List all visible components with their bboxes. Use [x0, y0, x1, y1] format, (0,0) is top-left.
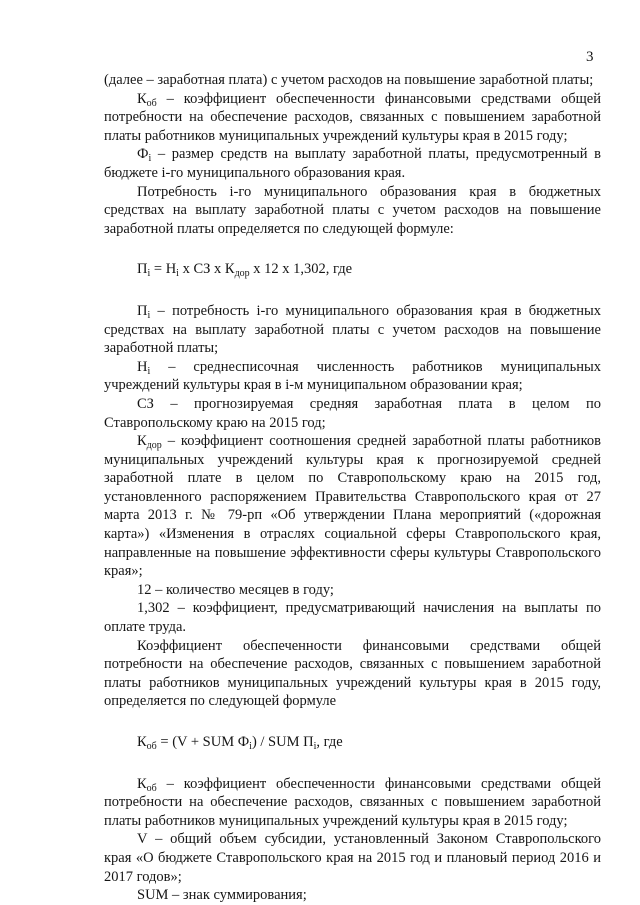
definition-n-i: [104, 358, 601, 395]
formula-part: , где: [316, 734, 343, 750]
definition-text: – коэффициент обеспеченности финансовыми средствами общей потребности на обеспечение расходов, связанных с повышением заработной платы работников муниципальных учреждений культуры края в 2015 году;: [104, 775, 601, 829]
definition-k-ob-2: [104, 775, 601, 831]
formula-part: х СЗ х К: [178, 261, 235, 278]
definition-p-i: [104, 302, 601, 358]
definition-1302: 1,302 – коэффициент, предусматривающий начисления на выплаты по оплате труда.: [104, 600, 601, 636]
formula-part: П: [137, 261, 148, 278]
definition-sz: СЗ – прогнозируемая средняя заработная плата в целом по Ставропольскому краю на 2015 год;: [104, 395, 601, 431]
definition-text: – среднесписочная численность работников муниципальных учреждений культуры края в i-м муниципальном образовании края;: [104, 358, 601, 394]
definition-text: – коэффициент обеспеченности финансовыми средствами общей потребности на обеспечение расходов, связанных с повышением заработной платы работников муниципальных учреждений культуры края в 2015 году;: [104, 90, 601, 144]
paragraph-continuation: (далее – заработная плата) с учетом расходов на повышение заработной платы;: [104, 72, 594, 88]
symbol-subscript: i: [147, 309, 151, 321]
formula-part: х 12 х 1,302, где: [249, 261, 353, 278]
definition-text: – потребность i-го муниципального образования края в бюджетных средствах на выплату заработной платы с учетом расходов на повышение заработной платы;: [104, 302, 601, 357]
formula-subscript: i: [249, 741, 252, 752]
paragraph-coef-intro: Коэффициент обеспеченности финансовыми средствами общей потребности на обеспечение расходов, связанных с повышением заработной платы работников муниципальных учреждений культуры края в 2015 году, определяется по следующей формуле: [104, 637, 601, 710]
symbol-subscript: i: [148, 153, 152, 165]
definition-text: – размер средств на выплату заработной платы, предусмотренный в бюджете i-го муниципального образования края.: [104, 146, 601, 181]
paragraph-need-intro: Потребность i-го муниципального образования края в бюджетных средствах на выплату заработной платы с учетом расходов на повышение заработной платы определяется по следующей формуле:: [104, 183, 601, 237]
formula-subscript: об: [146, 741, 157, 752]
symbol: К: [137, 775, 147, 792]
definition-v: V – общий объем субсидии, установленный Законом Ставропольского края «О бюджете Ставропольского края на 2015 год и плановый период 2016 и 2017 годов»;: [104, 831, 601, 885]
formula-subscript: i: [176, 268, 179, 280]
symbol: К: [137, 433, 147, 450]
definition-k-dor: [104, 432, 601, 581]
formula-need: [104, 260, 601, 279]
symbol-subscript: i: [147, 365, 151, 377]
formula-part: = Н: [150, 261, 177, 278]
formula-subscript: i: [147, 268, 151, 280]
formula-part: = (V + SUM Ф: [156, 734, 250, 750]
formula-part: К: [137, 734, 147, 750]
symbol: К: [137, 90, 147, 107]
symbol: Н: [137, 358, 148, 375]
symbol-subscript: об: [146, 782, 157, 794]
page-number: 3: [586, 49, 594, 65]
formula-subscript: дор: [234, 268, 250, 280]
document-body: [104, 71, 601, 905]
definition-text: – коэффициент соотношения средней заработной платы работников муниципальных учреждений культуры края к прогнозируемой средней заработной плате в целом по Ставропольскому краю на 2015 год, установленного распоряжением Правительства Ставропольского края от 27 марта 2013 г. № 79-рп «Об утверждении Плана мероприятий («дорожная карта») «Изменения в отраслях социальной сферы Ставропольского края, направленные на повышение эффективности сферы культуры Ставропольского края»;: [104, 433, 601, 580]
definition-f-i: [104, 145, 601, 182]
formula-subscript: i: [313, 741, 317, 752]
symbol: П: [137, 302, 148, 319]
definition-k-ob: [104, 90, 601, 146]
formula-coef: [104, 733, 601, 752]
formula-part: ) / SUM П: [251, 734, 314, 750]
definition-sum: SUM – знак суммирования;: [137, 887, 307, 904]
symbol: Ф: [137, 146, 149, 163]
definition-12: 12 – количество месяцев в году;: [137, 581, 334, 598]
symbol-subscript: об: [146, 97, 157, 109]
symbol-subscript: дор: [146, 440, 162, 452]
